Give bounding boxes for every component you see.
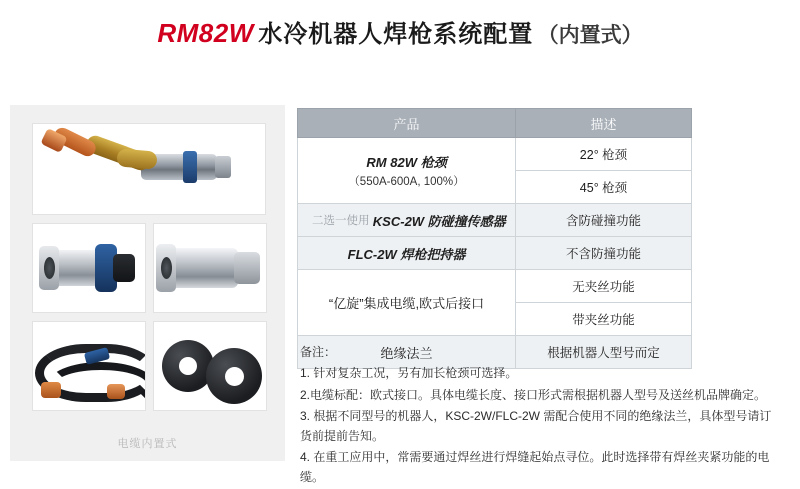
cable-copper-plug-shape — [41, 382, 61, 398]
photo-insulating-flanges — [153, 321, 267, 411]
torch-neck-lower-shape — [116, 148, 157, 169]
holder-bore-shape — [161, 257, 172, 279]
product-note-gooseneck: （550A-600A, 100%） — [348, 176, 465, 188]
cable-copper-plug-secondary-shape — [107, 384, 125, 399]
connector-bore-shape — [44, 257, 55, 279]
cell-product-cable — [298, 270, 516, 336]
torch-blue-ring-shape — [183, 151, 197, 183]
product-name-gooseneck: RM 82W 枪颈 — [366, 155, 447, 170]
spec-table — [297, 108, 692, 369]
column-header-description: 描述 — [516, 109, 692, 138]
cell-description-cable-wire: 带夹丝功能 — [516, 303, 692, 336]
table-row — [298, 270, 692, 303]
title-main: 水冷机器人焊枪系统配置 — [258, 21, 534, 48]
flange-ring-a-bore-shape — [179, 357, 197, 375]
cell-description-gooseneck-22: 22° 枪颈 — [516, 138, 692, 171]
pick-one-label: 二选一使用 — [312, 215, 370, 227]
title-model: RM82W — [157, 18, 254, 48]
cell-description-flange: 根据机器人型号而定 — [516, 336, 692, 369]
cell-description-cable-nowire: 无夹丝功能 — [516, 270, 692, 303]
photo-integrated-cable — [32, 321, 146, 411]
table-header-row — [298, 109, 692, 138]
table-row — [298, 204, 692, 237]
product-name-ksc2w: KSC-2W 防碰撞传感器 — [372, 213, 506, 229]
note-item-1: 1. 针对复杂工况，另有加长枪颈可选择。 — [300, 366, 518, 381]
notes-block — [300, 343, 778, 489]
title-sub: （内置式） — [537, 24, 643, 47]
column-header-product: 产品 — [298, 109, 516, 138]
photo-connector-body-silver — [153, 223, 267, 313]
cell-description-ksc2w: 含防碰撞功能 — [516, 204, 692, 237]
note-item-3: 3. 根据不同型号的机器人，KSC-2W/FLC-2W 需配合使用不同的绝缘法兰，具体型号请订货前提前告知。 — [300, 409, 772, 443]
cell-product-gooseneck — [298, 138, 516, 204]
cable-loop-secondary-shape — [47, 362, 146, 408]
connector-tail-shape — [113, 254, 135, 282]
note-item-4: 4. 在重工应用中，常需要通过焊丝进行焊缝起始点寻位。此时选择带有焊丝夹紧功能的电缆。 — [300, 450, 770, 484]
torch-rear-cap-shape — [215, 156, 231, 178]
panel-caption: 电缆内置式 — [117, 438, 178, 450]
cell-product-ksc2w — [298, 204, 516, 237]
table-row — [298, 237, 692, 270]
holder-tail-shape — [234, 252, 260, 284]
product-name-flange: 绝缘法兰 — [380, 345, 433, 361]
page-title — [0, 14, 800, 49]
table-row — [298, 138, 692, 171]
cell-product-flc2w — [298, 237, 516, 270]
cell-description-gooseneck-45: 45° 枪颈 — [516, 171, 692, 204]
flange-ring-b-bore-shape — [225, 367, 244, 386]
product-image-panel — [10, 105, 285, 461]
notes-heading: 备注： — [300, 345, 337, 359]
product-name-flc2w: FLC-2W 焊枪把持器 — [347, 246, 466, 262]
photo-bent-gooseneck-torch — [32, 123, 266, 215]
photo-connector-body-blue — [32, 223, 146, 313]
note-item-2: 2.电缆标配：欧式接口。具体电缆长度、接口形式需根据机器人型号及送丝机品牌确定。 — [300, 387, 767, 402]
product-name-cable: “亿旋”集成电缆,欧式后接口 — [328, 296, 485, 311]
cell-description-flc2w: 不含防撞功能 — [516, 237, 692, 270]
